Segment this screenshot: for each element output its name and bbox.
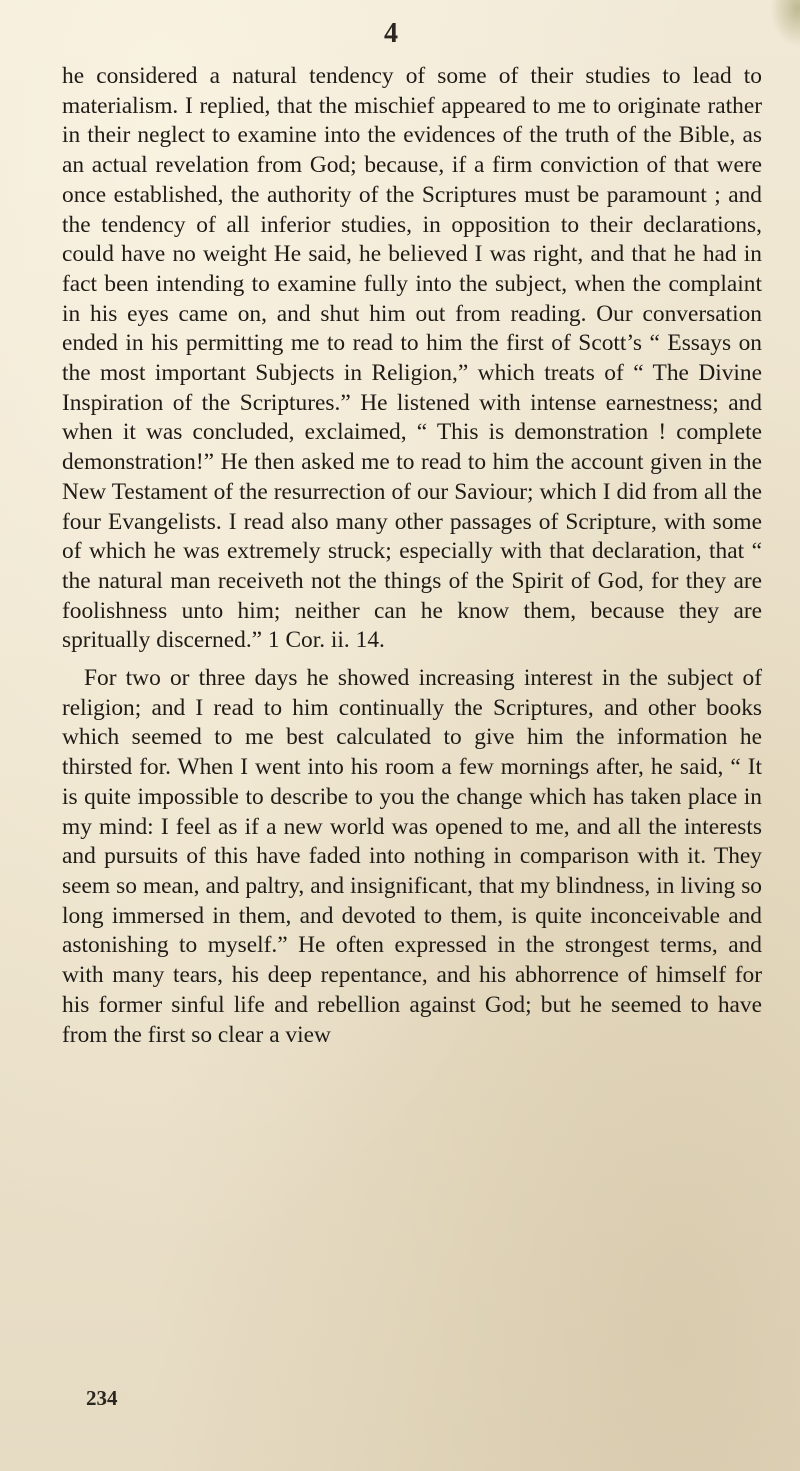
page-body bbox=[62, 62, 762, 1050]
paragraph-1: he considered a natural tendency of some of their studies to lead to materialism. I replied, that the mischief appeared to me to originate rather in their neglect to examine into the evidences of the truth of the Bible, as an actual revelation from God; because, if a firm conviction of that were once established, the authority of the Scriptures must be paramount ; and the tendency of all inferior studies, in opposition to their declarations, could have no weight He said, he believed I was right, and that he had in fact been intending to examine fully into the subject, when the complaint in his eyes came on, and shut him out from reading. Our conversation ended in his permitting me to read to him the first of Scott’s “ Essays on the most important Subjects in Religion,” which treats of “ The Divine Inspiration of the Scriptures.” He listened with intense earnestness; and when it was concluded, exclaimed, “ This is demonstration ! complete demonstration!” He then asked me to read to him the account given in the New Testament of the resurrection of our Saviour; which I did from all the four Evangelists. I read also many other passages of Scripture, with some of which he was extremely struck; especially with that declaration, that “ the natural man receiveth not the things of the Spirit of God, for they are foolishness unto him; neither can he know them, because they are spritually discerned.” 1 Cor. ii. 14. bbox=[62, 63, 762, 654]
paragraph-2: For two or three days he showed increasing interest in the subject of religion; and I read to him continually the Scriptures, and other books which seemed to me best calculated to give him the information he thirsted for. When I went into his room a few mornings after, he said, “ It is quite impossible to describe to you the change which has taken place in my mind: I feel as if a new world was opened to me, and all the interests and pursuits of this have faded into nothing in comparison with it. They seem so mean, and paltry, and insignificant, that my blindness, in living so long immersed in them, and devoted to them, is quite inconceivable and astonishing to myself.” He often expressed in the strongest terms, and with many tears, his deep repentance, and his abhorrence of himself for his former sinful life and rebellion against God; but he seemed to have from the first so clear a view bbox=[62, 665, 762, 1048]
page-number: 4 bbox=[384, 18, 398, 49]
signature-mark: 234 bbox=[86, 1386, 118, 1410]
page-stain bbox=[770, 0, 800, 47]
